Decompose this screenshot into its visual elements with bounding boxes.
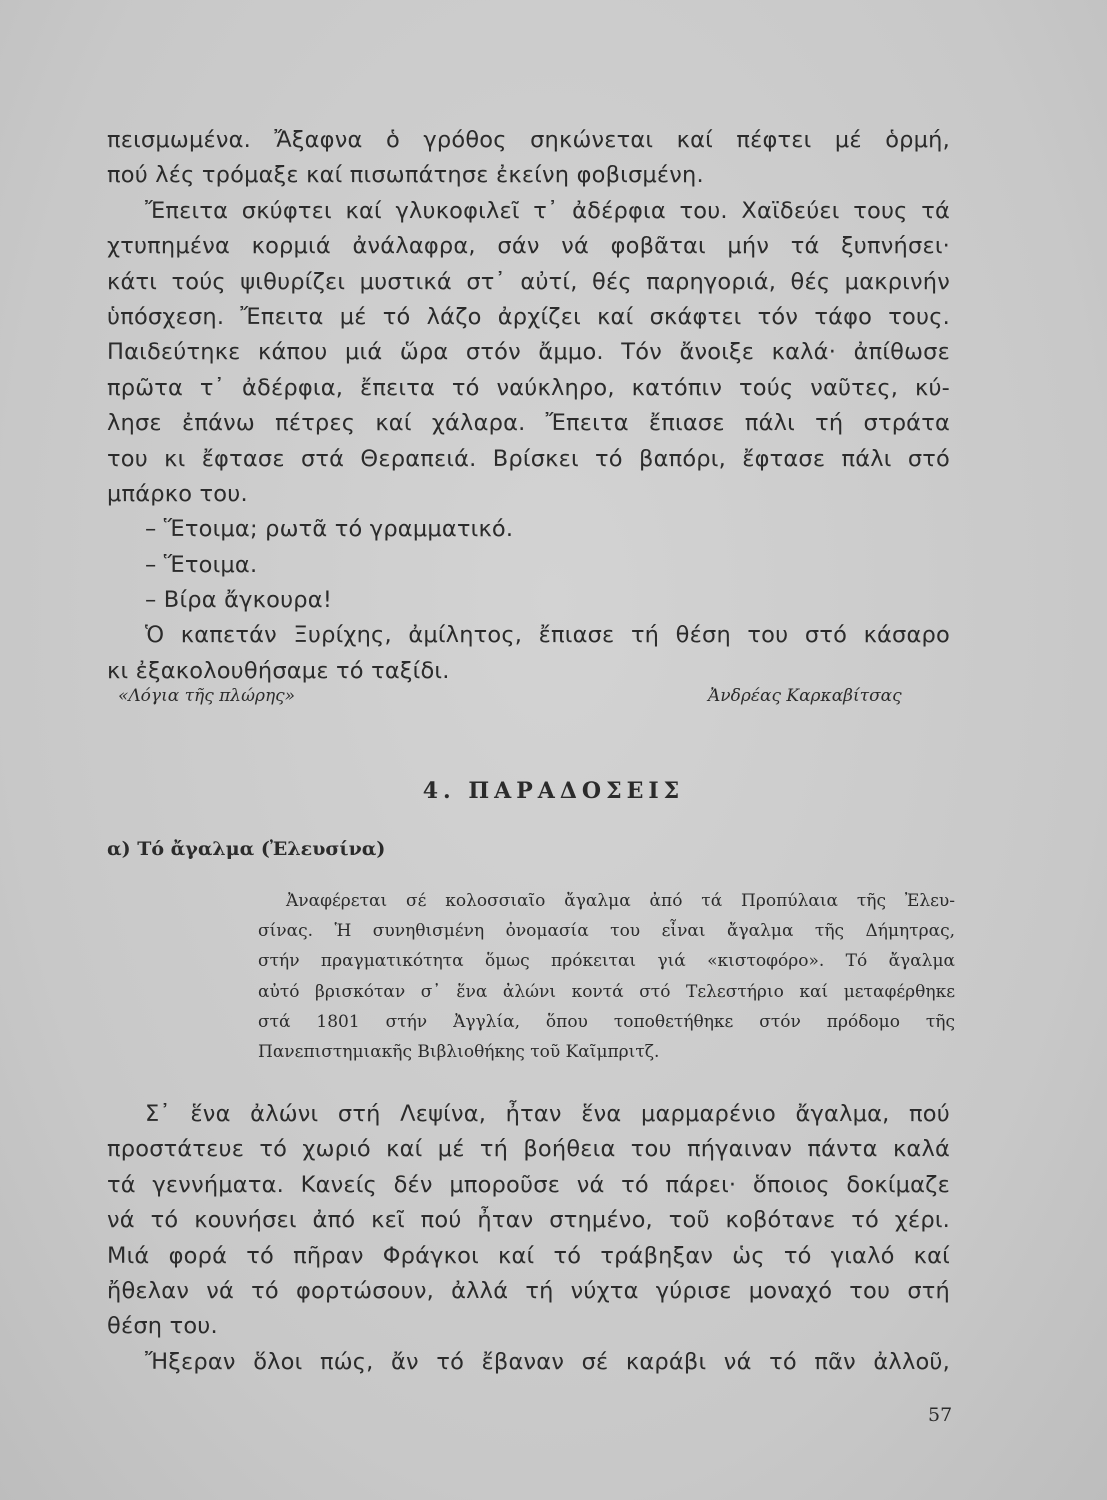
text-line: Παιδεύτηκε κάπου μιά ὥρα στόν ἄμμο. Τόν ἄνοιξε καλά· ἀπίθωσε (107, 339, 950, 366)
source-title: «Λόγια τῆς πλώρης» (118, 686, 296, 706)
note-line: στά 1801 στήν Ἀγγλία, ὅπου τοποθετήθηκε στόν πρόδομο τῆς (258, 1011, 955, 1032)
text-line: ἤθελαν νά τό φορτώσουν, ἀλλά τή νύχτα γύρισε μοναχό του στή (107, 1277, 950, 1304)
text-line: Ὁ καπετάν Ξυρίχης, ἀμίλητος, ἔπιασε τή θέση του στό κάσαρο (145, 622, 950, 649)
note-line: Πανεπιστημιακῆς Βιβλιοθήκης τοῦ Καῖμπριτζ. (258, 1041, 660, 1062)
text-line: λησε ἐπάνω πέτρες καί χάλαρα. Ἔπειτα ἔπιασε πάλι τή στράτα (107, 410, 950, 437)
text-line: του κι ἔφτασε στά Θεραπειά. Βρίσκει τό βαπόρι, ἔφτασε πάλι στό (107, 445, 950, 472)
text-line: κάτι τούς ψιθυρίζει μυστικά στ᾽ αὐτί, θές παρηγοριά, θές μακρινήν (107, 268, 950, 295)
text-line: πρῶτα τ᾽ ἀδέρφια, ἔπειτα τό ναύκληρο, κατόπιν τούς ναῦτες, κύ- (107, 374, 950, 401)
text-line: Μιά φορά τό πῆραν Φράγκοι καί τό τράβηξαν ὡς τό γιαλό καί (107, 1242, 950, 1269)
text-line: θέση του. (107, 1313, 218, 1340)
dialogue-line: – Ἕτοιμα; ρωτᾶ τό γραμματικό. (145, 516, 514, 543)
text-line: χτυπημένα κορμιά ἀνάλαφρα, σάν νά φοβᾶται μήν τά ξυπνήσει· (107, 233, 950, 260)
text-line: μπάρκο του. (107, 480, 248, 507)
story-ending-text (107, 123, 950, 689)
section-heading: 4. ΠΑΡΑΔΟΣΕΙΣ (422, 778, 685, 804)
page-number: 57 (928, 1404, 953, 1426)
text-line: νά τό κουνήσει ἀπό κεῖ πού ἦταν στημένο, τοῦ κοβότανε τό χέρι. (107, 1207, 950, 1234)
text-line: ὑπόσχεση. Ἔπειτα μέ τό λάζο ἀρχίζει καί σκάφτει τόν τάφο τους. (107, 303, 950, 330)
note-line: σίνας. Ἡ συνηθισμένη ὀνομασία του εἶναι ἄγαλμα τῆς Δήμητρας, (258, 921, 955, 942)
explanatory-note (258, 886, 955, 1067)
text-line: πεισμωμένα. Ἄξαφνα ὁ γρόθος σηκώνεται καί πέφτει μέ ὁρμή, (107, 127, 950, 153)
text-line: προστάτευε τό χωριό καί μέ τή βοήθεια του πήγαιναν πάντα καλά (107, 1136, 950, 1163)
dialogue-line: – Βίρα ἄγκουρα! (145, 587, 333, 614)
note-line: Ἀναφέρεται σέ κολοσσιαῖο ἄγαλμα ἀπό τά Προπύλαια τῆς Ἐλευ- (286, 891, 955, 911)
text-line: Ἔπειτα σκύφτει καί γλυκοφιλεῖ τ᾽ ἀδέρφια του. Χαϊδεύει τους τά (145, 197, 950, 224)
dialogue-line: – Ἕτοιμα. (145, 551, 258, 578)
text-line: Σ᾽ ἕνα ἀλώνι στή Λεψίνα, ἦταν ἕνα μαρμαρένιο ἄγαλμα, πού (145, 1101, 950, 1127)
tale-text (107, 1097, 950, 1380)
note-line: αὐτό βρισκόταν σ᾽ ἕνα ἀλώνι κοντά στό Τελεστήριο καί μεταφέρθηκε (258, 981, 955, 1002)
text-line: πού λές τρόμαξε καί πισωπάτησε ἐκείνη φοβισμένη. (107, 162, 704, 189)
subsection-heading: α) Τό ἄγαλμα (Ἐλευσίνα) (107, 838, 386, 860)
text-line: τά γεννήματα. Κανείς δέν μποροῦσε νά τό πάρει· ὅποιος δοκίμαζε (107, 1171, 950, 1198)
text-line: Ἤξεραν ὅλοι πώς, ἄν τό ἔβαναν σέ καράβι νά τό πᾶν ἀλλοῦ, (145, 1348, 950, 1375)
note-line: στήν πραγματικότητα ὅμως πρόκειται γιά «κιστοφόρο». Τό ἄγαλμα (258, 951, 955, 972)
source-author: Ἀνδρέας Καρκαβίτσας (708, 686, 902, 706)
text-line: κι ἐξακολουθήσαμε τό ταξίδι. (107, 657, 450, 684)
